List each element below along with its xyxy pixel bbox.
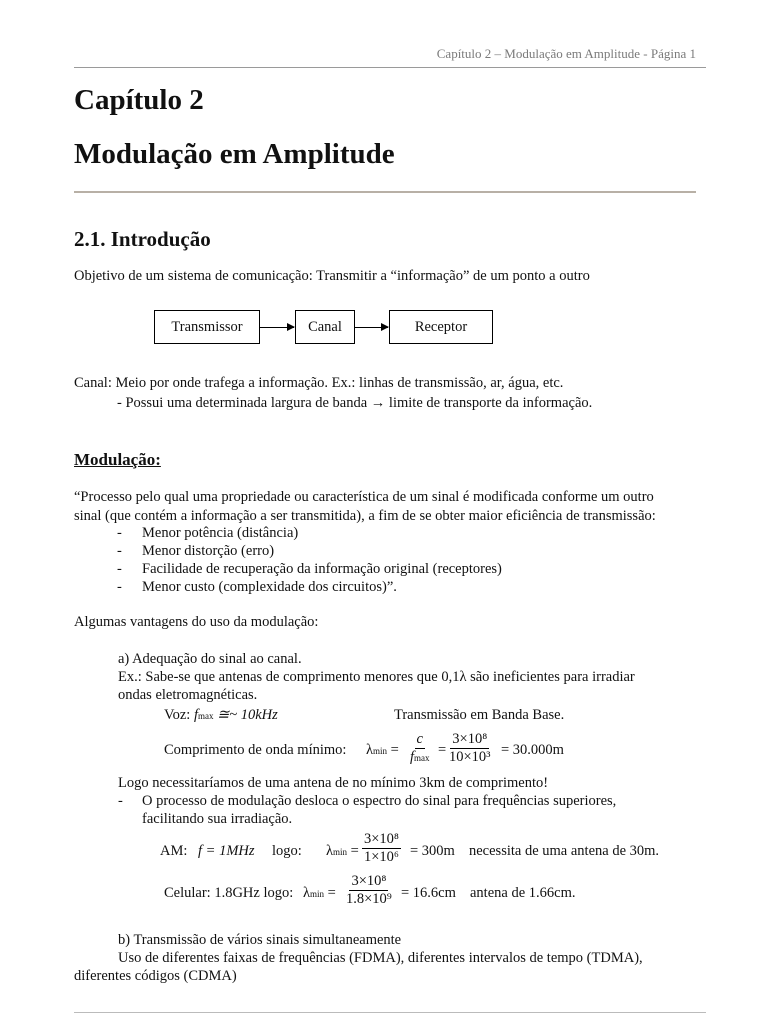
section-heading: 2.1. Introdução xyxy=(74,227,211,251)
list-item: - Menor custo (complexidade dos circuitos)”. xyxy=(117,579,397,595)
spectrum-shift-text: O processo de modulação desloca o espectro do sinal para frequências superiores, xyxy=(142,793,617,809)
cellular-note: antena de 1.66cm. xyxy=(470,885,576,901)
item-b-line2: diferentes códigos (CDMA) xyxy=(74,968,237,984)
antenna-conclusion: Logo necessitaríamos de uma antena de no mínimo 3km de comprimento! xyxy=(118,775,549,791)
am-logo: logo: xyxy=(272,843,302,859)
equals-sign: = xyxy=(438,742,447,758)
cellular-fraction xyxy=(344,873,394,908)
fraction-numerator: 3×10⁸ xyxy=(364,831,399,847)
receiver-label: Receptor xyxy=(414,318,468,335)
fraction-denominator: 1.8×10⁹ xyxy=(346,891,392,907)
am-result: = 300m xyxy=(410,843,455,859)
am-lambda-min: λmin = xyxy=(326,843,359,859)
fraction-denominator: 10×10³ xyxy=(449,749,491,765)
list-item: - Menor distorção (erro) xyxy=(117,543,275,559)
fraction-numerator: c xyxy=(416,731,423,747)
min-wavelength-label: Comprimento de onda mínimo: xyxy=(164,742,347,758)
arrow-transmitter-channel xyxy=(260,327,294,328)
spectrum-shift-line2: facilitando sua irradiação. xyxy=(142,811,293,827)
list-item-text: Menor distorção (erro) xyxy=(142,543,275,559)
item-a-example-line1: Ex.: Sabe-se que antenas de comprimento menores que 0,1λ são ineficientes para irradiar xyxy=(118,669,635,685)
cellular-result: = 16.6cm xyxy=(401,885,456,901)
channel-label: Canal xyxy=(308,318,342,335)
running-header: Capítulo 2 – Modulação em Amplitude - Página 1 xyxy=(436,46,696,61)
voice-label: Voz: xyxy=(164,707,191,723)
voice-frequency xyxy=(164,707,278,725)
fraction-denominator: 1×10⁶ xyxy=(364,849,399,865)
fraction-numerator: 3×10⁸ xyxy=(452,731,488,747)
baseband-note: Transmissão em Banda Base. xyxy=(394,707,565,723)
am-frequency: f = 1MHz xyxy=(198,843,255,859)
item-a-example-line2: ondas eletromagnéticas. xyxy=(118,687,258,703)
am-label: AM: xyxy=(160,843,188,859)
item-a-title: a) Adequação do sinal ao canal. xyxy=(118,651,302,667)
spectrum-shift-line1: - O processo de modulação desloca o espectro do sinal para frequências superiores, xyxy=(118,793,617,809)
am-note: necessita de uma antena de 30m. xyxy=(469,843,660,859)
canal-bandwidth: - Possui uma determinada largura de banda → limite de transporte da informação. xyxy=(117,395,593,411)
item-b-title: b) Transmissão de vários sinais simultaneamente xyxy=(118,932,402,948)
lambda-subscript: min xyxy=(373,746,388,756)
chapter-number: Capítulo 2 xyxy=(74,84,204,116)
list-item: - Facilidade de recuperação da informação original (receptores) xyxy=(117,561,502,577)
lambda-min: λmin = xyxy=(366,742,399,758)
fraction-numerator: 3×10⁸ xyxy=(351,873,387,889)
transmitter-label: Transmissor xyxy=(171,318,243,335)
fraction-3e8-over-10e3 xyxy=(447,731,493,766)
list-item: - Menor potência (distância) xyxy=(117,525,299,541)
fraction-denominator: fmax xyxy=(410,749,430,765)
objective-text: Objetivo de um sistema de comunicação: Transmitir a “informação” de um ponto a outro xyxy=(74,268,590,284)
title-divider xyxy=(74,191,696,193)
item-b-line1: Uso de diferentes faixas de frequências (FDMA), diferentes intervalos de tempo (TDMA), xyxy=(118,950,643,966)
canal-definition: Canal: Meio por onde trafega a informação. Ex.: linhas de transmissão, ar, água, etc. xyxy=(74,375,564,391)
list-item-text: Facilidade de recuperação da informação original (receptores) xyxy=(142,561,502,577)
arrow-channel-receiver xyxy=(355,327,388,328)
cellular-label: Celular: 1.8GHz logo: xyxy=(164,885,294,901)
lambda-symbol: λ xyxy=(366,742,374,758)
modulation-def-line2: sinal (que contém a informação a ser transmitida), a fim de se obter maior eficiência de transmissão: xyxy=(74,508,656,524)
min-wavelength-result: = 30.000m xyxy=(501,742,564,758)
list-item-text: Menor custo (complexidade dos circuitos)”. xyxy=(142,579,397,595)
modulation-heading: Modulação: xyxy=(74,450,161,469)
channel-block xyxy=(295,310,355,344)
footer-divider xyxy=(74,1012,706,1013)
transmitter-block xyxy=(154,310,260,344)
list-item-text: Menor potência (distância) xyxy=(142,525,299,541)
voice-frequency-value: ≅~ 10kHz xyxy=(217,707,278,723)
advantages-intro: Algumas vantagens do uso da modulação: xyxy=(74,614,319,630)
chapter-title: Modulação em Amplitude xyxy=(74,138,395,170)
frequency-symbol: f xyxy=(193,707,198,723)
receiver-block xyxy=(389,310,493,344)
frequency-subscript: max xyxy=(197,711,214,721)
cellular-lambda-min: λmin = xyxy=(303,885,336,901)
fraction-c-over-fmax xyxy=(408,731,432,767)
modulation-def-line1: “Processo pelo qual uma propriedade ou característica de um sinal é modificada conforme um outro xyxy=(74,489,654,505)
am-fraction xyxy=(362,831,401,866)
header-divider xyxy=(74,67,706,68)
